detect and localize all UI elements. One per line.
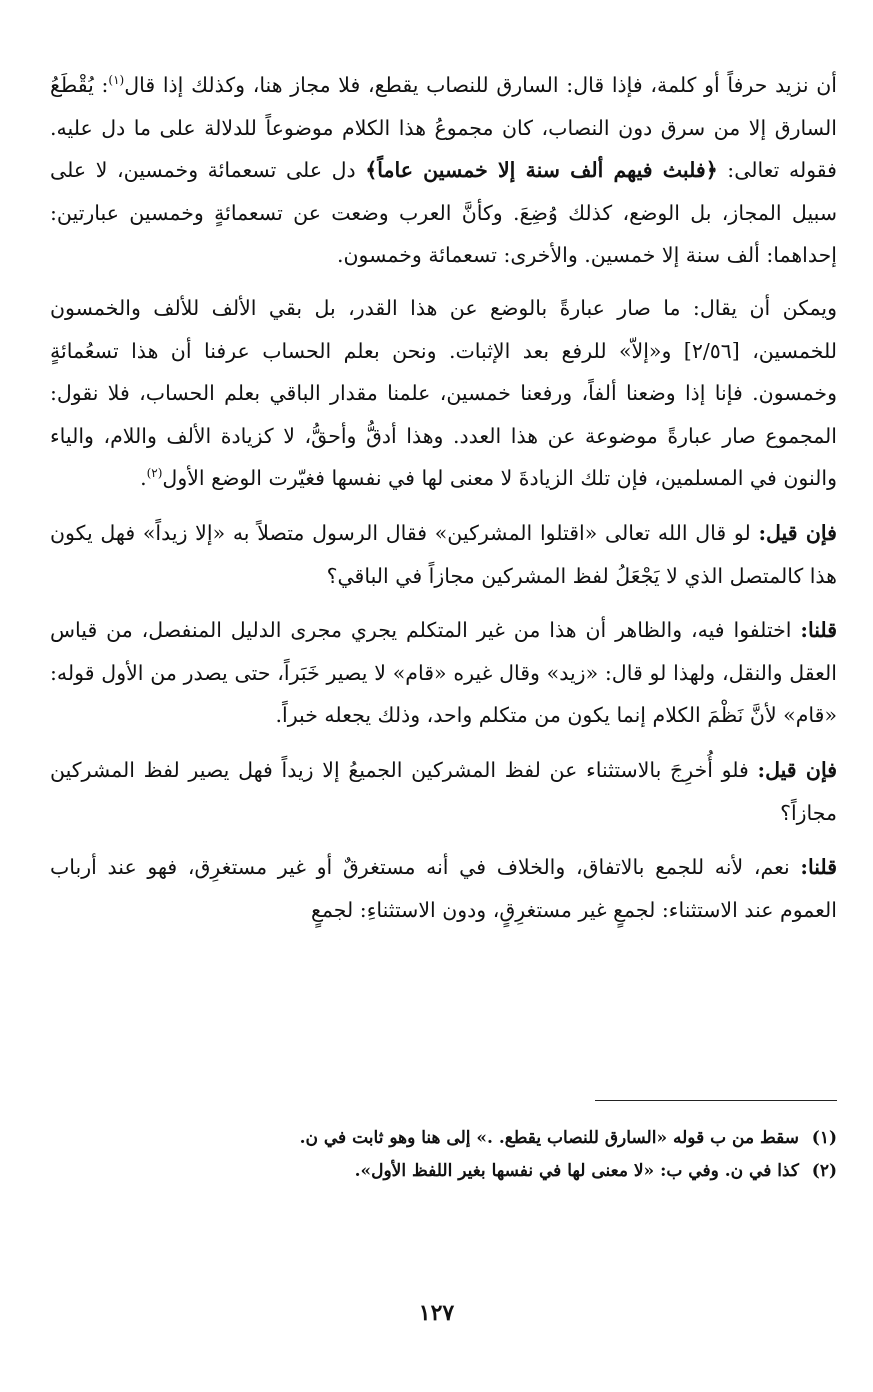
paragraph-2-end: . [140, 466, 147, 491]
quran-verse: ﴿فلبث فيهم ألف سنة إلا خمسين عاماً﴾ [365, 158, 718, 183]
paragraph-1-start: أن نزيد حرفاً أو كلمة، فإذا قال: السارق للنصاب يقطع، فلا مجاز هنا، وكذلك إذا قال [124, 73, 838, 97]
footnotes [50, 1122, 837, 1188]
paragraph-6-text: نعم، لأنه للجمع بالاتفاق، والخلاف في أنه مستغرقٌ أو غير مستغرِق، فهو عند أرباب العموم عند الاستثناء: لجمعٍ غير مستغرِقٍ، ودون الاستثناءِ: لجمعٍ [50, 855, 837, 922]
paragraph-6-lead: قلنا: [800, 855, 837, 880]
footnote-ref-2: (٢) [146, 466, 163, 481]
paragraph-3-lead: فإن قيل: [758, 520, 837, 545]
paragraph-2-text: ويمكن أن يقال: ما صار عبارةً بالوضع عن هذا القدر، بل بقي الألف للألف والخمسون للخمسين، [٢/٥٦] و«إلاّ» للرفع بعد الإثبات. ونحن بعلم الحساب عرفنا أن هذا تسعُمائةٍ وخمسون. فإنا إذا وضعنا ألفاً، ورفعنا خمسين، علمنا مقدار الباقي بعلم الحساب، فلا نقول: المجموع صار عبارةً موضوعة عن هذا العدد. وهذا أدقُّ وأحقُّ، لا كزيادة الألف واللام، والياء والنون في المسلمين، فإن تلك الزيادةَ لا معنى لها في نفسها فغيّرت الوضع الأول [50, 295, 838, 491]
paragraph-4-lead: قلنا: [800, 618, 837, 643]
paragraph-2 [50, 287, 837, 500]
paragraph-1-middle: : يُقْطَعُ السارق إلا من سرق دون النصاب، كان مجموعُ هذا الكلام موضوعاً للدلالة على ما دل عليه. فقوله تعالى: [50, 73, 837, 183]
paragraph-3 [50, 512, 837, 597]
paragraph-3-text: لو قال الله تعالى «اقتلوا المشركين» فقال الرسول متصلاً به «إلا زيداً» فهل يكون هذا كالمتصل الذي لا يَجْعَلُ لفظ المشركين مجازاً في الباقي؟ [50, 520, 837, 588]
footnote-separator [595, 1100, 837, 1101]
paragraph-4-text: اختلفوا فيه، والظاهر أن هذا من غير المتكلم يجري مجرى الدليل المنفصل، من قياس العقل والنقل، ولهذا لو قال: «زيد» وقال غيره «قام» لا يصير خَبَراً، حتى يصدر من الأول قوله: «قام» لأنَّ نَظْمَ الكلام إنما يكون من متكلم واحد، وذلك يجعله خبراً. [50, 618, 837, 728]
footnote-1-number: (١) [811, 1128, 837, 1148]
footnote-2-text: كذا في ن. وفي ب: «لا معنى لها في نفسها بغير اللفظ الأول». [354, 1161, 799, 1181]
paragraph-5 [50, 749, 837, 834]
paragraph-6 [50, 846, 837, 931]
main-text [50, 64, 837, 943]
paragraph-1 [50, 64, 837, 277]
paragraph-5-lead: فإن قيل: [757, 757, 837, 782]
footnote-1 [50, 1122, 837, 1155]
paragraph-1-end: دل على تسعمائة وخمسين، لا على سبيل المجاز، بل الوضع، كذلك وُضِعَ. وكأنَّ العرب وضعت عن تسعمائةٍ وخمسين عبارتين: إحداهما: ألف سنة إلا خمسين. والأخرى: تسعمائة وخمسون. [50, 158, 837, 268]
paragraph-4 [50, 609, 837, 737]
page-number: ١٢٧ [418, 1300, 455, 1326]
footnote-ref-1: (١) [108, 73, 125, 88]
paragraph-5-text: فلو أُخرِجَ بالاستثناء عن لفظ المشركين الجميعُ إلا زيداً فهل يصير لفظ المشركين مجازاً؟ [50, 757, 837, 825]
footnote-2-number: (٢) [811, 1161, 837, 1181]
footnote-1-text: سقط من ب قوله «السارق للنصاب يقطع. .» إلى هنا وهو ثابت في ن. [299, 1128, 799, 1148]
footnote-2 [50, 1155, 837, 1188]
